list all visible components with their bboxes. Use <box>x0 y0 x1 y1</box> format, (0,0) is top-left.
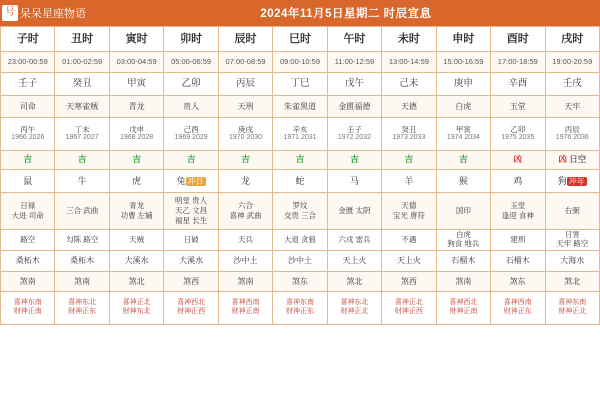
stars-cell: 右弼 <box>545 193 599 230</box>
luck-cell: 吉 <box>436 151 490 170</box>
shen-sha-cell: 天寒雀贼 <box>55 96 109 118</box>
lucky-direction-cell: 喜神东北 财神正东 <box>55 292 109 325</box>
hour-name-cell[interactable]: 子时 <box>1 27 55 52</box>
shen-sha-cell: 玉堂 <box>491 96 545 118</box>
hour-name-cell[interactable]: 巳时 <box>273 27 327 52</box>
lucky-direction-cell: 喜神东南 财神正东 <box>273 292 327 325</box>
shen-sha-cell: 金匮福德 <box>327 96 381 118</box>
minor-stars-cell: 白虎 狗食 地兵 <box>436 230 490 251</box>
luck-cell: 吉 <box>1 151 55 170</box>
zodiac-cell: 马 <box>327 170 381 193</box>
page-header <box>0 0 600 26</box>
nayin-cell: 沙中土 <box>218 251 272 272</box>
ganzhi-cell: 丙辰 <box>218 73 272 96</box>
stars-cell: 金匮 太阴 <box>327 193 381 230</box>
lucky-direction-cell: 喜神东南 财神正南 <box>1 292 55 325</box>
sha-direction-cell: 煞东 <box>273 272 327 292</box>
luck-cell: 吉 <box>164 151 218 170</box>
nayin-cell: 桑柘木 <box>55 251 109 272</box>
minor-stars-cell: 日破 <box>164 230 218 251</box>
pillar-year-cell: 庚戌 1970 2030 <box>218 118 272 151</box>
ganzhi-cell: 辛酉 <box>491 73 545 96</box>
sha-direction-cell: 煞北 <box>109 272 163 292</box>
shen-sha-cell: 白虎 <box>436 96 490 118</box>
nayin-cell: 石榴木 <box>491 251 545 272</box>
nayin-cell: 天上火 <box>327 251 381 272</box>
hour-name-cell[interactable]: 申时 <box>436 27 490 52</box>
lucky-direction-cell: 喜神正北 财神正西 <box>382 292 436 325</box>
row-ganzhi <box>1 73 600 96</box>
nayin-cell: 石榴木 <box>436 251 490 272</box>
minor-stars-cell: 勾陈 路空 <box>55 230 109 251</box>
hour-name-cell[interactable]: 戌时 <box>545 27 599 52</box>
stars-cell: 天德 宝光 唐符 <box>382 193 436 230</box>
stars-cell: 明堂 贵人 天乙 文昌 福星 长生 <box>164 193 218 230</box>
ganzhi-cell: 乙卯 <box>164 73 218 96</box>
row-hour-names <box>1 27 600 52</box>
hour-name-cell[interactable]: 午时 <box>327 27 381 52</box>
sha-direction-cell: 煞北 <box>545 272 599 292</box>
lucky-direction-cell: 喜神东北 财神正北 <box>327 292 381 325</box>
stars-cell: 日禄 大进 司命 <box>1 193 55 230</box>
time-range-cell: 01:00-02:59 <box>55 52 109 73</box>
row-luck <box>1 151 600 170</box>
row-zodiac <box>1 170 600 193</box>
ganzhi-cell: 壬戌 <box>545 73 599 96</box>
nayin-cell: 桑柘木 <box>1 251 55 272</box>
pillar-year-cell: 辛亥 1971 2031 <box>273 118 327 151</box>
luck-cell: 吉 <box>273 151 327 170</box>
zodiac-cell: 鸡 <box>491 170 545 193</box>
luck-cell: 吉 <box>382 151 436 170</box>
time-range-cell: 15:00-16:59 <box>436 52 490 73</box>
pillar-year-cell: 戊申 1968 2028 <box>109 118 163 151</box>
hour-name-cell[interactable]: 寅时 <box>109 27 163 52</box>
lucky-direction-cell: 喜神西南 财神正南 <box>218 292 272 325</box>
minor-stars-cell: 建刑 <box>491 230 545 251</box>
pillar-year-cell: 丁未 1967 2027 <box>55 118 109 151</box>
stars-cell: 青龙 功曹 左辅 <box>109 193 163 230</box>
ganzhi-cell: 癸丑 <box>55 73 109 96</box>
sha-direction-cell: 煞西 <box>382 272 436 292</box>
stars-cell: 六合 喜神 武曲 <box>218 193 272 230</box>
brand-label: 呆呆星座物语 <box>20 8 86 20</box>
row-time-ranges <box>1 52 600 73</box>
hour-name-cell[interactable]: 卯时 <box>164 27 218 52</box>
lucky-direction-cell: 喜神西北 财神正西 <box>164 292 218 325</box>
shen-sha-cell: 司命 <box>1 96 55 118</box>
time-range-cell: 23:00-00:59 <box>1 52 55 73</box>
shen-sha-cell: 朱雀黑道 <box>273 96 327 118</box>
hour-name-cell[interactable]: 酉时 <box>491 27 545 52</box>
hour-name-cell[interactable]: 未时 <box>382 27 436 52</box>
shen-sha-cell: 天德 <box>382 96 436 118</box>
time-range-cell: 09:00-10:59 <box>273 52 327 73</box>
zodiac-cell: 兔 冲日 <box>164 170 218 193</box>
zodiac-cell: 鼠 <box>1 170 55 193</box>
pillar-year-cell: 丙辰 1976 2036 <box>545 118 599 151</box>
sha-direction-cell: 煞南 <box>1 272 55 292</box>
sha-direction-cell: 煞南 <box>218 272 272 292</box>
sha-direction-cell: 煞东 <box>491 272 545 292</box>
time-range-cell: 11:00-12:59 <box>327 52 381 73</box>
page-title: 2024年11月5日星期二 时辰宜息 <box>260 8 432 20</box>
pillar-year-cell: 己酉 1969 2029 <box>164 118 218 151</box>
hour-fortune-table <box>0 26 600 325</box>
row-minor-stars <box>1 230 600 251</box>
ganzhi-cell: 甲寅 <box>109 73 163 96</box>
luck-cell: 吉 <box>109 151 163 170</box>
minor-stars-cell: 路空 <box>1 230 55 251</box>
minor-stars-cell: 不遇 <box>382 230 436 251</box>
stars-cell: 玉堂 逢迎 食神 <box>491 193 545 230</box>
logo-icon: 号 <box>2 5 18 21</box>
minor-stars-cell: 六戍 雷兵 <box>327 230 381 251</box>
lucky-direction-cell: 喜神西北 财神正南 <box>436 292 490 325</box>
time-range-cell: 03:00-04:59 <box>109 52 163 73</box>
lucky-direction-cell: 喜神东南 财神正北 <box>545 292 599 325</box>
stars-cell: 国印 <box>436 193 490 230</box>
row-sha-direction <box>1 272 600 292</box>
hour-name-cell[interactable]: 辰时 <box>218 27 272 52</box>
minor-stars-cell: 天兵 <box>218 230 272 251</box>
ganzhi-cell: 丁巳 <box>273 73 327 96</box>
nayin-cell: 大溪水 <box>164 251 218 272</box>
lucky-direction-cell: 喜神正北 财神东北 <box>109 292 163 325</box>
pillar-year-cell: 壬子 1972 2032 <box>327 118 381 151</box>
stars-cell: 三合 武曲 <box>55 193 109 230</box>
shen-sha-cell: 贵人 <box>164 96 218 118</box>
shen-sha-cell: 青龙 <box>109 96 163 118</box>
luck-cell: 凶 <box>491 151 545 170</box>
time-range-cell: 13:00-14:59 <box>382 52 436 73</box>
nayin-cell: 沙中土 <box>273 251 327 272</box>
zodiac-cell: 狗 冲年 <box>545 170 599 193</box>
nayin-cell: 大海水 <box>545 251 599 272</box>
luck-cell: 凶 日空 <box>545 151 599 170</box>
zodiac-cell: 猴 <box>436 170 490 193</box>
luck-cell: 吉 <box>218 151 272 170</box>
time-range-cell: 05:00-06:59 <box>164 52 218 73</box>
sha-direction-cell: 煞西 <box>164 272 218 292</box>
stars-cell: 罗纹 交贵 三合 <box>273 193 327 230</box>
minor-stars-cell: 天贼 <box>109 230 163 251</box>
ganzhi-cell: 己未 <box>382 73 436 96</box>
pillar-year-cell: 乙卯 1975 2035 <box>491 118 545 151</box>
ganzhi-cell: 戊午 <box>327 73 381 96</box>
pillar-year-cell: 丙午 1966 2026 <box>1 118 55 151</box>
time-range-cell: 07:00-08:59 <box>218 52 272 73</box>
time-range-cell: 19:00-20:59 <box>545 52 599 73</box>
nayin-cell: 天上火 <box>382 251 436 272</box>
ganzhi-cell: 壬子 <box>1 73 55 96</box>
zodiac-cell: 蛇 <box>273 170 327 193</box>
luck-cell: 吉 <box>327 151 381 170</box>
zodiac-cell: 龙 <box>218 170 272 193</box>
row-lucky-directions <box>1 292 600 325</box>
shen-sha-cell: 天牢 <box>545 96 599 118</box>
luck-cell: 吉 <box>55 151 109 170</box>
time-range-cell: 17:00-18:59 <box>491 52 545 73</box>
minor-stars-cell: 大退 贪狼 <box>273 230 327 251</box>
hour-name-cell[interactable]: 丑时 <box>55 27 109 52</box>
sha-direction-cell: 煞南 <box>436 272 490 292</box>
row-stars <box>1 193 600 230</box>
nayin-cell: 大溪水 <box>109 251 163 272</box>
row-nayin <box>1 251 600 272</box>
lucky-direction-cell: 喜神西南 财神正东 <box>491 292 545 325</box>
zodiac-cell: 牛 <box>55 170 109 193</box>
zodiac-cell: 虎 <box>109 170 163 193</box>
shen-sha-cell: 天刑 <box>218 96 272 118</box>
row-shen-sha <box>1 96 600 118</box>
pillar-year-cell: 癸丑 1973 2033 <box>382 118 436 151</box>
brand-block <box>0 5 152 21</box>
sha-direction-cell: 煞南 <box>55 272 109 292</box>
minor-stars-cell: 日害 天牢 路空 <box>545 230 599 251</box>
sha-direction-cell: 煞北 <box>327 272 381 292</box>
ganzhi-cell: 庚申 <box>436 73 490 96</box>
zodiac-cell: 羊 <box>382 170 436 193</box>
pillar-year-cell: 甲寅 1974 2034 <box>436 118 490 151</box>
row-pillar-years <box>1 118 600 151</box>
